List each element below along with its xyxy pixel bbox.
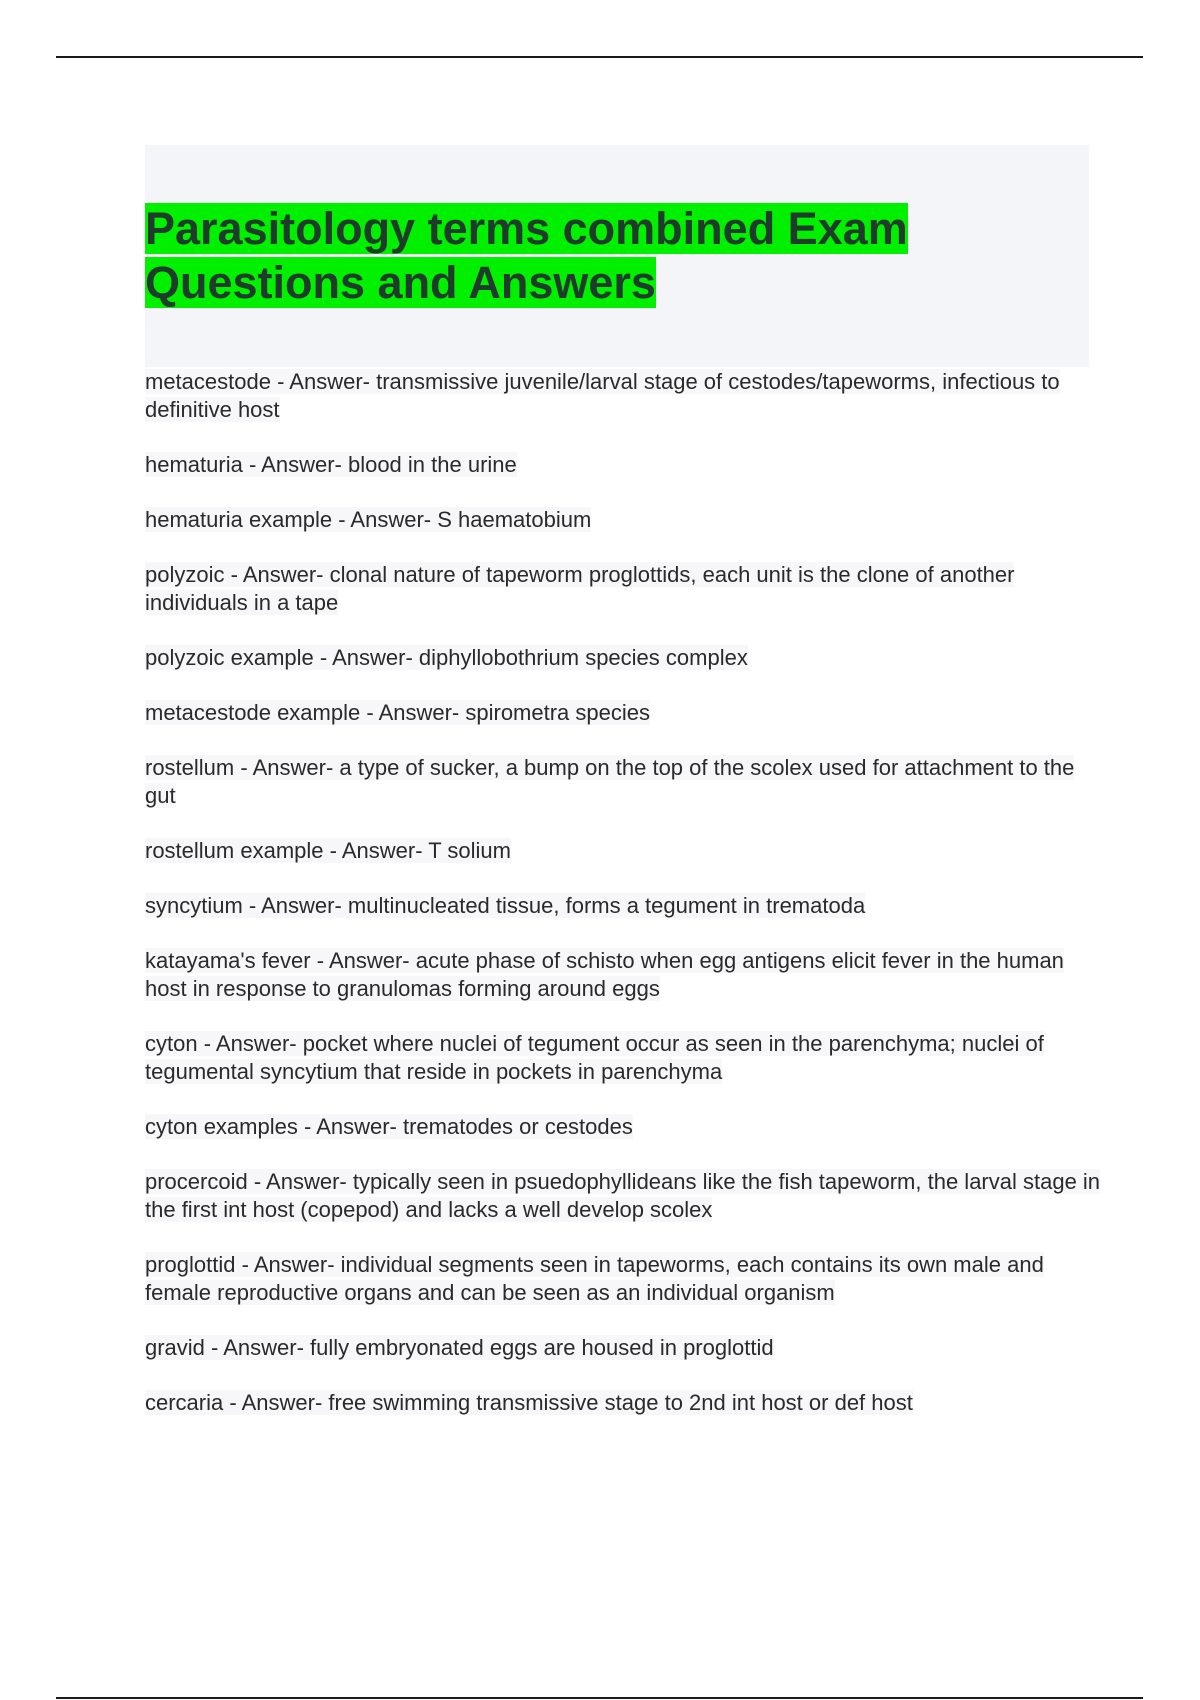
qa-item: metacestode example - Answer- spirometra species [145, 700, 650, 725]
bottom-rule [56, 1697, 1143, 1699]
qa-item: polyzoic example - Answer- diphyllobothrium species complex [145, 645, 748, 670]
qa-item: procercoid - Answer- typically seen in psuedophyllideans like the fish tapeworm, the larval stage in the first int host (copepod) and lacks a well develop scolex [145, 1169, 1101, 1222]
qa-item: hematuria example - Answer- S haematobium [145, 507, 592, 532]
qa-item: rostellum example - Answer- T solium [145, 838, 511, 863]
qa-item: proglottid - Answer- individual segments seen in tapeworms, each contains its own male and female reproductive organs and can be seen as an individual organism [145, 1252, 1044, 1305]
qa-item: rostellum - Answer- a type of sucker, a bump on the top of the scolex used for attachment to the gut [145, 755, 1075, 808]
qa-list [145, 367, 1105, 1443]
qa-item: katayama's fever - Answer- acute phase of schisto when egg antigens elicit fever in the human host in response to granulomas forming around eggs [145, 948, 1064, 1001]
qa-item: cercaria - Answer- free swimming transmissive stage to 2nd int host or def host [145, 1390, 913, 1415]
qa-item: cyton - Answer- pocket where nuclei of tegument occur as seen in the parenchyma; nuclei of tegumental syncytium that reside in pockets in parenchyma [145, 1031, 1044, 1084]
qa-item: syncytium - Answer- multinucleated tissue, forms a tegument in trematoda [145, 893, 866, 918]
qa-item: hematuria - Answer- blood in the urine [145, 452, 517, 477]
qa-item: cyton examples - Answer- trematodes or cestodes [145, 1114, 633, 1139]
document-title: Parasitology terms combined Exam Questions and Answers [145, 203, 908, 308]
qa-item: polyzoic - Answer- clonal nature of tapeworm proglottids, each unit is the clone of another individuals in a tape [145, 562, 1015, 615]
qa-item: gravid - Answer- fully embryonated eggs are housed in proglottid [145, 1335, 774, 1360]
qa-item: metacestode - Answer- transmissive juvenile/larval stage of cestodes/tapeworms, infectious to definitive host [145, 369, 1060, 422]
top-rule [56, 56, 1143, 58]
title-block [145, 145, 1089, 367]
